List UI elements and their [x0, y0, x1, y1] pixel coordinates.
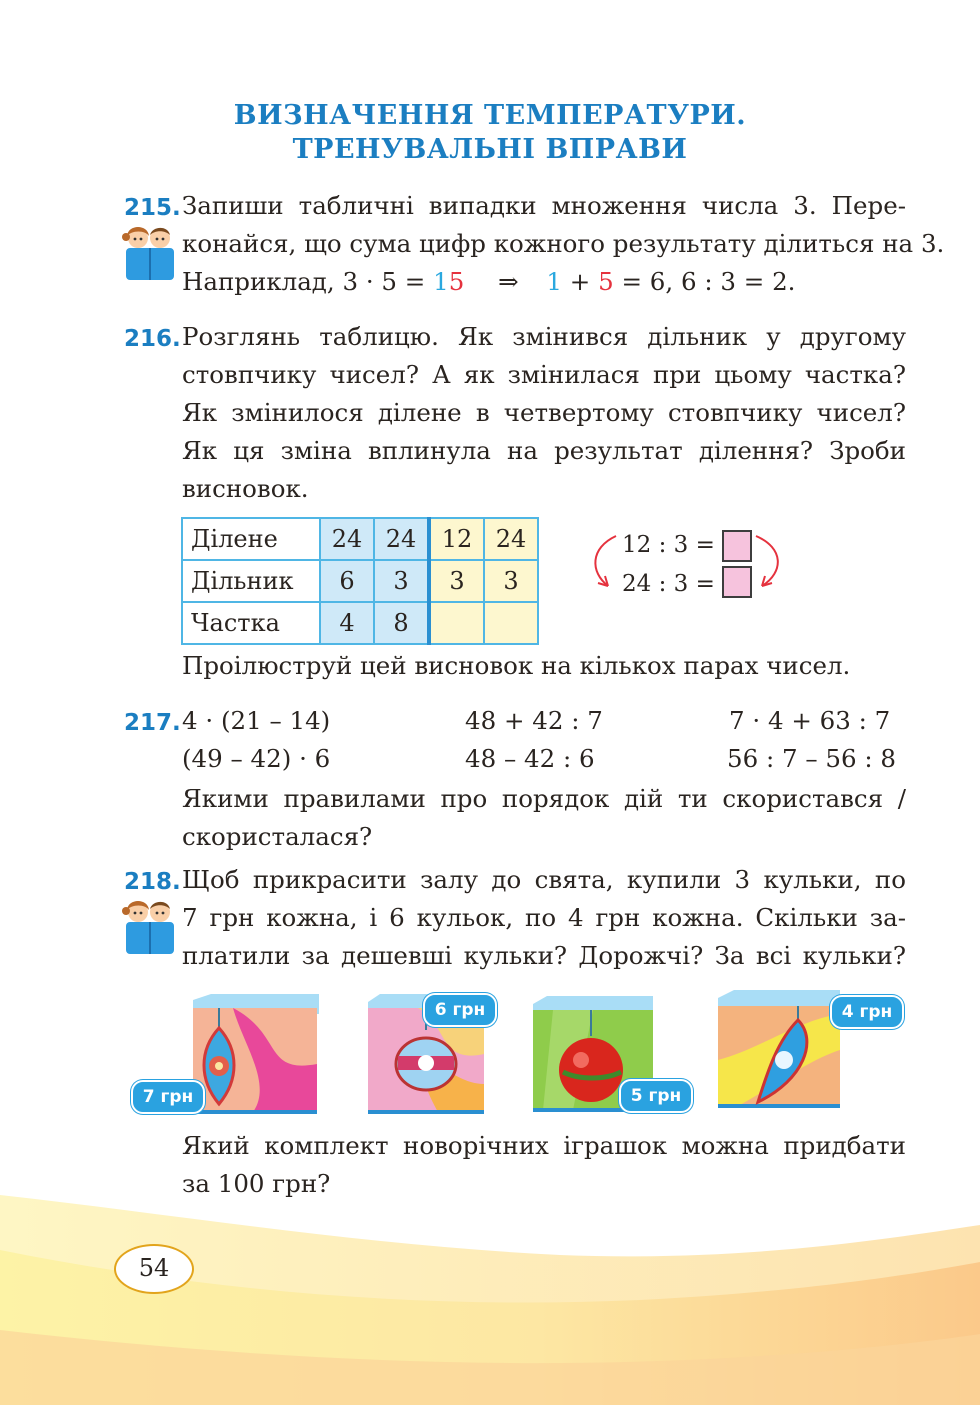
ex216-text-line4: Як ця зміна вплинула на результат ділення? Зроби: [182, 436, 906, 465]
kids-reading-icon: [120, 894, 180, 956]
table-row-divisor: [182, 560, 538, 602]
answer-box-1[interactable]: [722, 530, 752, 562]
expression-r1c3: 7 · 4 + 63 : 7: [729, 706, 891, 735]
expression-r2c3: 56 : 7 – 56 : 8: [727, 744, 897, 773]
equation-24-div-3: 24 : 3 =: [622, 571, 715, 597]
table-cell: 24: [374, 518, 429, 560]
price-tag-4: 4 грн: [830, 995, 904, 1029]
row-label-dividend: Ділене: [182, 518, 320, 560]
row-label-quotient: Частка: [182, 602, 320, 644]
implies-arrow: ⇒: [490, 267, 527, 296]
ex216-text-line2: стовпчику чисел? А як змінилася при цьому частка?: [182, 360, 906, 389]
ex216-footer: Проілюструй цей висновок на кількох парах чисел.: [182, 651, 851, 680]
price-tag-5: 5 грн: [619, 1079, 693, 1113]
expression-r1c1: 4 · (21 – 14): [182, 706, 331, 735]
example-sum-1: 1: [546, 267, 562, 296]
page-number: 54: [114, 1244, 194, 1294]
ex218-question-line1: Який комплект новорічних іграшок можна придбати: [182, 1131, 906, 1160]
table-row-quotient: [182, 602, 538, 644]
table-cell: 4: [320, 602, 374, 644]
exercise-number-218: 218.: [124, 869, 181, 895]
ex216-text-line3: Як змінилося ділене в четвертому стовпчику чисел?: [182, 398, 906, 427]
example-digit-1: 1: [433, 267, 449, 296]
price-tag-6: 6 грн: [423, 993, 497, 1027]
expression-r2c1: (49 – 42) · 6: [182, 744, 331, 773]
table-row-dividend: [182, 518, 538, 560]
answer-box-2[interactable]: [722, 566, 752, 598]
table-cell: 24: [484, 518, 538, 560]
table-cell: 3: [484, 560, 538, 602]
exercise-number-216: 216.: [124, 326, 181, 352]
example-prefix: Наприклад, 3 · 5 =: [182, 267, 434, 296]
ex217-question-line1: Якими правилами про порядок дій ти скористався /: [182, 784, 906, 813]
ornament-box-icon: [193, 994, 319, 1116]
table-cell-empty: [429, 602, 484, 644]
ex218-text-line2: 7 грн кожна, і 6 кульок, по 4 грн кожна. Скільки за-: [182, 903, 906, 932]
expression-r2c2: 48 – 42 : 6: [465, 744, 595, 773]
ex218-question-line2: за 100 грн?: [182, 1169, 331, 1198]
equation-12-div-3: 12 : 3 =: [622, 532, 715, 558]
example-plus: +: [562, 267, 599, 296]
page-title-line1: ВИЗНАЧЕННЯ ТЕМПЕРАТУРИ.: [233, 100, 747, 131]
expression-r1c2: 48 + 42 : 7: [465, 706, 603, 735]
table-cell: 12: [429, 518, 484, 560]
table-cell: 24: [320, 518, 374, 560]
ex218-text-line3: платили за дешевші кульки? Дорожчі? За всі кульки?: [182, 941, 906, 970]
kids-reading-icon: [120, 220, 180, 282]
ex215-text-line1: Запиши табличні випадки множення числа 3. Пере-: [182, 191, 906, 220]
exercise-number-215: 215.: [124, 195, 181, 221]
table-cell-empty: [484, 602, 538, 644]
ornament-box-icon: [718, 990, 842, 1110]
exercise-number-217: 217.: [124, 710, 181, 736]
ex218-text-line1: Щоб прикрасити залу до свята, купили 3 кульки, по: [182, 865, 906, 894]
table-cell: 3: [429, 560, 484, 602]
division-table: [181, 517, 539, 645]
price-tag-7: 7 грн: [131, 1080, 205, 1114]
row-label-divisor: Дільник: [182, 560, 320, 602]
example-sum-5: 5: [598, 267, 614, 296]
example-digit-5: 5: [448, 267, 465, 296]
table-cell: 3: [374, 560, 429, 602]
table-cell: 6: [320, 560, 374, 602]
ex215-example: [182, 267, 795, 297]
ex216-text-line1: Розглянь таблицю. Як змінився дільник у другому: [182, 322, 906, 351]
example-rest: = 6, 6 : 3 = 2.: [613, 267, 796, 296]
page-title-line2: ТРЕНУВАЛЬНІ ВПРАВИ: [292, 134, 688, 165]
ex217-question-line2: скористалася?: [182, 822, 373, 851]
ex216-text-line5: висновок.: [182, 474, 309, 503]
table-cell: 8: [374, 602, 429, 644]
ex215-text-line2: конайся, що сума цифр кожного результату ділиться на 3.: [182, 229, 945, 258]
